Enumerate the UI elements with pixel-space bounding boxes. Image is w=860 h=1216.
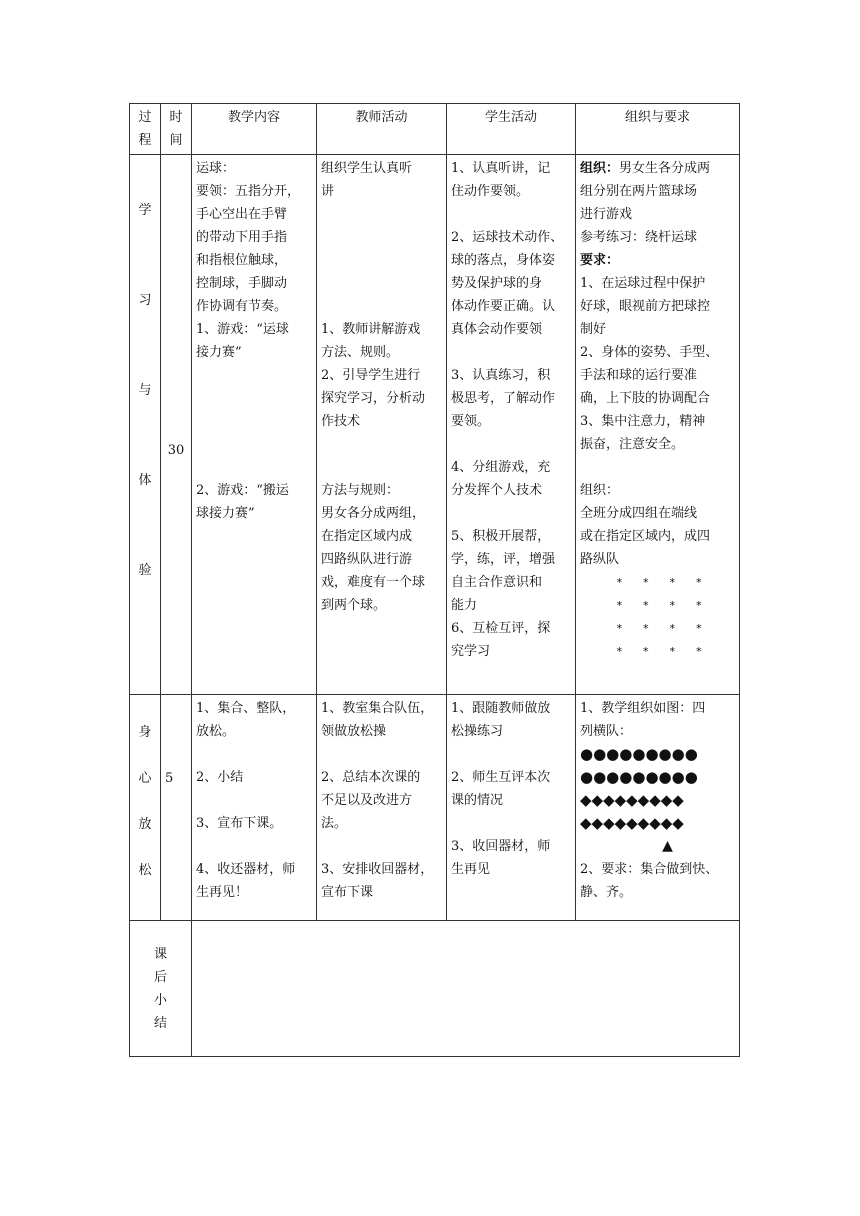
req-lines [580, 272, 735, 571]
process-char: 习 [138, 293, 152, 308]
teacher-line: 法。 [321, 816, 348, 831]
student-line [451, 812, 571, 835]
student-line: 住动作要领。 [451, 184, 530, 199]
student-line: 学，练，评，增强 [451, 552, 556, 567]
content-line: 3、宣布下课。 [196, 816, 283, 831]
req-line: 1、在运球过程中保护 [580, 276, 706, 291]
req-line: 路纵队 [580, 552, 620, 567]
req-line: 手法和球的运行要准 [580, 368, 698, 383]
content-line: 接力赛” [196, 345, 242, 360]
teacher-triangle-icon: ▲ [662, 838, 673, 854]
teacher-line: 到两个球。 [321, 598, 387, 613]
teacher-line: 宣布下课 [321, 885, 374, 900]
header-time-char: 时 [169, 110, 183, 125]
teacher-line: 3、安排收回器材， [321, 862, 434, 877]
student-line: 松操练习 [451, 724, 504, 739]
circle-row: ●●●●●●●●● [580, 745, 698, 763]
teacher-line: 领做放松操 [321, 724, 387, 739]
content-line: 球接力赛” [196, 506, 255, 521]
student-line: 3、收回器材，师 [451, 839, 551, 854]
student-line: 4、分组游戏，充 [451, 460, 551, 475]
student-line: 要领。 [451, 414, 491, 429]
org-lines [580, 180, 735, 249]
student-line: 究学习 [451, 644, 491, 659]
content-line: 要领：五指分开， [196, 184, 301, 199]
study-time-cell [161, 155, 192, 695]
summary-char: 课 [153, 947, 167, 962]
star-row: * * * * [616, 622, 703, 635]
header-org: 组织与要求 [576, 104, 740, 155]
relax-process-cell [130, 695, 161, 921]
org-label: 组织： [580, 161, 620, 176]
relax-content-cell [192, 695, 317, 921]
content-line: 控制球，手脚动 [196, 276, 288, 291]
req-line: 制好 [580, 322, 607, 337]
req-line: 组织： [580, 483, 620, 498]
teacher-line: 戏，难度有一个球 [321, 575, 426, 590]
process-char: 验 [138, 563, 152, 578]
summary-char: 后 [153, 970, 167, 985]
org-text: 男女生各分成两 [619, 161, 711, 176]
study-teacher-cell [317, 155, 447, 695]
teacher-line: 四路纵队进行游 [321, 552, 413, 567]
student-line: 1、跟随教师做放 [451, 701, 551, 716]
process-char: 体 [138, 473, 152, 488]
content-line: 2、游戏：“搬运 [196, 483, 289, 498]
process-char: 与 [138, 383, 152, 398]
teacher-line: 不足以及改进方 [321, 793, 413, 808]
teacher-line [321, 272, 442, 295]
student-line: 生再见 [451, 862, 491, 877]
teacher-line: 2、总结本次课的 [321, 770, 421, 785]
study-content-cell [192, 155, 317, 695]
relax-student-cell [447, 695, 576, 921]
student-line [451, 341, 571, 364]
content-line: 放松。 [196, 724, 236, 739]
req-label-text: 要求： [580, 253, 620, 268]
header-time-char: 间 [169, 133, 183, 148]
study-row [130, 155, 740, 695]
student-line: 5、积极开展帮， [451, 529, 551, 544]
process-char: 学 [138, 203, 152, 218]
req-line: 2、身体的姿势、手型、 [580, 345, 719, 360]
summary-char: 结 [153, 1016, 167, 1031]
content-line: 和指根位触球， [196, 253, 288, 268]
process-char: 放 [138, 817, 152, 832]
student-line [451, 433, 571, 456]
star-row: * * * * [616, 599, 703, 612]
header-process-char: 程 [138, 133, 152, 148]
student-line: 能力 [451, 598, 478, 613]
content-line: 的带动下用手指 [196, 230, 288, 245]
req-line: 3、集中注意力，精神 [580, 414, 706, 429]
teacher-line: 男女各分成两组， [321, 506, 426, 521]
student-line: 自主合作意识和 [451, 575, 543, 590]
header-row [130, 104, 740, 155]
teacher-line: 方法与规则： [321, 483, 400, 498]
teacher-line [321, 433, 442, 456]
diamond-row: ◆◆◆◆◆◆◆◆◆ [580, 814, 684, 832]
study-time: 30 [167, 443, 185, 458]
org-line-first [580, 157, 735, 180]
req-line: 好球，眼视前方把球控 [580, 299, 711, 314]
content-line [196, 387, 312, 410]
content-line [196, 743, 312, 766]
student-line: 势及保护球的身 [451, 276, 543, 291]
req-line [580, 456, 735, 479]
header-content: 教学内容 [192, 104, 317, 155]
content-line: 2、小结 [196, 770, 244, 785]
req-line: 或在指定区域内，成四 [580, 529, 711, 544]
req-line: 振奋，注意安全。 [580, 437, 685, 452]
content-line: 运球： [196, 161, 236, 176]
student-line: 真体会动作要领 [451, 322, 543, 337]
content-line [196, 456, 312, 479]
teacher-line [321, 295, 442, 318]
header-process [130, 104, 161, 155]
org-line: 静、齐。 [580, 885, 633, 900]
teacher-line [321, 456, 442, 479]
student-line: 极思考，了解动作 [451, 391, 556, 406]
content-line: 4、收还器材，师 [196, 862, 296, 877]
relax-org-cell [576, 695, 740, 921]
circle-row: ●●●●●●●●● [580, 768, 698, 786]
content-line: 1、游戏：“运球 [196, 322, 289, 337]
lesson-plan-table [129, 103, 740, 1057]
content-line [196, 835, 312, 858]
student-line: 分发挥个人技术 [451, 483, 543, 498]
relax-org-top [580, 697, 735, 743]
student-line: 课的情况 [451, 793, 504, 808]
teacher-line [321, 203, 442, 226]
diamond-row: ◆◆◆◆◆◆◆◆◆ [580, 791, 684, 809]
study-student-cell [447, 155, 576, 695]
teacher-line: 作技术 [321, 414, 361, 429]
teacher-line: 2、引导学生进行 [321, 368, 421, 383]
summary-char: 小 [153, 993, 167, 1008]
teacher-line [321, 249, 442, 272]
student-line [451, 203, 571, 226]
content-line [196, 364, 312, 387]
content-line: 手心空出在手臂 [196, 207, 288, 222]
org-line: 组分别在两片篮球场 [580, 184, 698, 199]
teacher-line: 1、教室集合队伍， [321, 701, 434, 716]
content-line [196, 433, 312, 456]
teacher-line: 组织学生认真听 [321, 161, 413, 176]
relax-time: 5 [165, 771, 174, 786]
org-line: 进行游戏 [580, 207, 633, 222]
teacher-line: 讲 [321, 184, 335, 199]
teacher-line: 1、教师讲解游戏 [321, 322, 421, 337]
content-line: 生再见！ [196, 885, 249, 900]
teacher-line [321, 743, 442, 766]
content-line [196, 789, 312, 812]
study-process-cell [130, 155, 161, 695]
teacher-line: 方法、规则。 [321, 345, 400, 360]
req-label [580, 249, 735, 272]
summary-label-cell [130, 921, 192, 1057]
student-line: 体动作要正确。认 [451, 299, 556, 314]
teacher-line [321, 226, 442, 249]
student-line: 2、运球技术动作、 [451, 230, 564, 245]
content-line: 作协调有节奏。 [196, 299, 288, 314]
process-char: 心 [138, 771, 152, 786]
header-teacher: 教师活动 [317, 104, 447, 155]
study-org-cell [576, 155, 740, 695]
content-line: 1、集合、整队， [196, 701, 296, 716]
student-line [451, 743, 571, 766]
student-line: 6、互检互评，探 [451, 621, 551, 636]
process-char: 松 [138, 863, 152, 878]
teacher-line [321, 835, 442, 858]
content-line [196, 410, 312, 433]
star-formation [580, 571, 735, 663]
summary-content-cell [192, 921, 740, 1057]
header-process-char: 过 [138, 110, 152, 125]
header-student: 学生活动 [447, 104, 576, 155]
student-line [451, 502, 571, 525]
student-line: 3、认真练习，积 [451, 368, 551, 383]
teacher-line: 探究学习，分析动 [321, 391, 426, 406]
teacher-line: 在指定区域内成 [321, 529, 413, 544]
org-line: 列横队： [580, 724, 633, 739]
student-line: 2、师生互评本次 [451, 770, 551, 785]
star-row: * * * * [616, 576, 703, 589]
org-line: 2、要求：集合做到快、 [580, 862, 719, 877]
org-line: 1、教学组织如图：四 [580, 701, 706, 716]
relax-org-bottom [580, 858, 735, 904]
star-row: * * * * [616, 645, 703, 658]
student-line: 球的落点，身体姿 [451, 253, 556, 268]
relax-time-cell [161, 695, 192, 921]
process-char: 身 [138, 725, 152, 740]
relax-row [130, 695, 740, 921]
org-line: 参考练习：绕杆运球 [580, 230, 698, 245]
req-line: 全班分成四组在端线 [580, 506, 698, 521]
summary-row [130, 921, 740, 1057]
student-line: 1、认真听讲，记 [451, 161, 551, 176]
header-time [161, 104, 192, 155]
req-line: 确，上下肢的协调配合 [580, 391, 711, 406]
relax-teacher-cell [317, 695, 447, 921]
